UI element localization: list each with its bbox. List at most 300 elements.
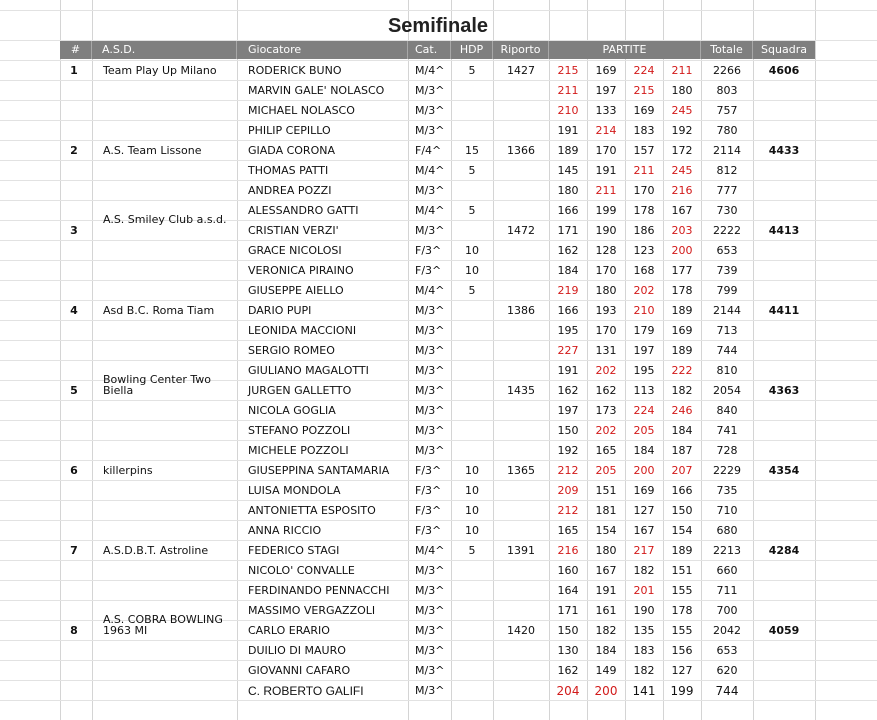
game-score-3: 195 [633, 364, 655, 377]
team-rank: 8 [70, 624, 78, 637]
player-hdp: 15 [465, 144, 479, 157]
game-score-2: 165 [595, 444, 617, 457]
game-score-4: 216 [671, 184, 693, 197]
game-score-1: 215 [557, 64, 579, 77]
game-score-3: 184 [633, 444, 655, 457]
game-score-4: 172 [671, 144, 693, 157]
game-score-3: 157 [633, 144, 655, 157]
game-score-3: 127 [633, 504, 655, 517]
player-category: M/3^ [415, 384, 445, 397]
player-total: 710 [716, 504, 738, 517]
player-name: STEFANO POZZOLI [248, 424, 351, 437]
player-total: 780 [716, 124, 738, 137]
player-total: 803 [716, 84, 738, 97]
game-score-3: 169 [633, 484, 655, 497]
player-total: 2229 [713, 464, 741, 477]
player-hdp: 5 [468, 164, 476, 177]
player-total: 2144 [713, 304, 741, 317]
player-category: M/3^ [415, 324, 445, 337]
player-name: LUISA MONDOLA [248, 484, 341, 497]
game-score-4: 245 [671, 164, 693, 177]
player-hdp [451, 441, 493, 461]
header-player: Giocatore [237, 41, 408, 59]
player-name: FEDERICO STAGI [248, 544, 340, 557]
game-score-1: 212 [557, 464, 579, 477]
player-category: M/3^ [415, 684, 445, 697]
player-name: PHILIP CEPILLO [248, 124, 331, 137]
player-category: F/3^ [415, 244, 442, 257]
table-row [60, 561, 815, 581]
player-category: F/4^ [415, 144, 442, 157]
player-category: F/3^ [415, 464, 442, 477]
game-score-4: 187 [671, 444, 693, 457]
player-category: M/3^ [415, 224, 445, 237]
table-row [60, 501, 815, 521]
player-category: M/4^ [415, 164, 445, 177]
player-name: RODERICK BUNO [248, 64, 342, 77]
game-score-3: 201 [633, 584, 655, 597]
player-category: M/3^ [415, 564, 445, 577]
game-score-1: 195 [557, 324, 579, 337]
game-score-2: 191 [595, 164, 617, 177]
riporto-value: 1366 [507, 144, 535, 157]
game-score-1: 162 [557, 384, 579, 397]
player-category: M/3^ [415, 104, 445, 117]
player-name: DARIO PUPI [248, 304, 312, 317]
game-score-4: 203 [671, 224, 693, 237]
player-hdp [451, 361, 493, 381]
game-score-2: 167 [595, 564, 617, 577]
header-cat: Cat. [408, 41, 451, 59]
game-score-3: 190 [633, 604, 655, 617]
player-hdp [451, 561, 493, 581]
team-total: 4059 [768, 624, 800, 637]
player-hdp [451, 581, 493, 601]
table-row [60, 441, 815, 461]
game-score-2: 170 [595, 144, 617, 157]
sheet-title: Semifinale [387, 15, 489, 37]
game-score-2: 133 [595, 104, 617, 117]
game-score-4: 189 [671, 304, 693, 317]
game-score-4: 222 [671, 364, 693, 377]
player-total: 2114 [713, 144, 741, 157]
player-total: 713 [716, 324, 738, 337]
table-row [60, 421, 815, 441]
player-hdp [451, 681, 493, 701]
game-score-4: 154 [671, 524, 693, 537]
player-category: M/4^ [415, 204, 445, 217]
game-score-4: 207 [671, 464, 693, 477]
game-score-2: 214 [595, 124, 617, 137]
player-name: FERDINANDO PENNACCHI [248, 584, 390, 597]
game-score-2: 199 [595, 204, 617, 217]
game-score-4: 178 [671, 284, 693, 297]
player-total: 2213 [713, 544, 741, 557]
player-category: M/3^ [415, 584, 445, 597]
team-rank: 5 [70, 384, 78, 397]
player-name: GIULIANO MAGALOTTI [248, 364, 369, 377]
game-score-3: 167 [633, 524, 655, 537]
table-header [60, 41, 815, 59]
game-score-4: 246 [671, 404, 693, 417]
player-total: 660 [716, 564, 738, 577]
game-score-2: 193 [595, 304, 617, 317]
club-name: killerpins [103, 464, 153, 477]
game-score-1: 184 [557, 264, 579, 277]
table-row [60, 161, 815, 181]
game-score-2: 190 [595, 224, 617, 237]
team-total: 4284 [768, 544, 800, 557]
player-hdp [451, 181, 493, 201]
header-riporto: Riporto [493, 41, 549, 59]
player-hdp [451, 81, 493, 101]
player-hdp: 5 [468, 284, 476, 297]
player-category: M/3^ [415, 624, 445, 637]
team-rank: 1 [70, 64, 78, 77]
game-score-3: 182 [633, 564, 655, 577]
game-score-3: 170 [633, 184, 655, 197]
player-name: GIUSEPPINA SANTAMARIA [248, 464, 390, 477]
game-score-4: 167 [671, 204, 693, 217]
table-row [60, 613, 815, 641]
player-category: M/3^ [415, 644, 445, 657]
player-hdp: 10 [465, 504, 479, 517]
player-name: DUILIO DI MAURO [248, 644, 346, 657]
player-name: NICOLA GOGLIA [248, 404, 336, 417]
game-score-4: 180 [671, 84, 693, 97]
player-hdp: 10 [465, 464, 479, 477]
header-partite: PARTITE [549, 41, 701, 59]
table-row [60, 641, 815, 661]
player-hdp [451, 661, 493, 681]
player-category: M/3^ [415, 404, 445, 417]
game-score-1: 166 [557, 204, 579, 217]
game-score-1: 165 [557, 524, 579, 537]
header-asd: A.S.D. [92, 41, 237, 59]
game-score-4: 177 [671, 264, 693, 277]
game-score-3: 217 [633, 544, 655, 557]
game-score-2: 173 [595, 404, 617, 417]
player-hdp [451, 101, 493, 121]
table-row [60, 181, 815, 201]
player-hdp: 5 [468, 64, 476, 77]
riporto-value: 1472 [507, 224, 535, 237]
table-row [60, 661, 815, 681]
player-category: F/3^ [415, 504, 442, 517]
game-score-2: 181 [595, 504, 617, 517]
game-score-4: 155 [671, 584, 693, 597]
game-score-3: 224 [633, 64, 655, 77]
game-score-3: 178 [633, 204, 655, 217]
player-hdp [451, 621, 493, 641]
player-category: M/4^ [415, 544, 445, 557]
club-name: Team Play Up Milano [103, 64, 217, 77]
player-category: F/3^ [415, 524, 442, 537]
player-category: M/3^ [415, 344, 445, 357]
team-rank: 2 [70, 144, 78, 157]
player-total: 728 [716, 444, 738, 457]
game-score-1: 189 [557, 144, 579, 157]
game-score-3: 135 [633, 624, 655, 637]
game-score-2: 205 [595, 464, 617, 477]
player-category: M/3^ [415, 604, 445, 617]
game-score-3: 224 [633, 404, 655, 417]
player-name: ALESSANDRO GATTI [248, 204, 359, 217]
team-total: 4363 [768, 384, 800, 397]
player-name: VERONICA PIRAINO [248, 264, 354, 277]
game-score-2: 180 [595, 544, 617, 557]
player-category: M/3^ [415, 424, 445, 437]
table-row [60, 121, 815, 141]
table-row [60, 241, 815, 261]
player-category: M/3^ [415, 184, 445, 197]
player-total: 735 [716, 484, 738, 497]
player-hdp [451, 381, 493, 401]
game-score-1: 162 [557, 244, 579, 257]
game-score-1: 219 [557, 284, 579, 297]
game-score-2: 154 [595, 524, 617, 537]
player-hdp [451, 301, 493, 321]
game-score-4: 184 [671, 424, 693, 437]
game-score-2: 170 [595, 264, 617, 277]
player-hdp: 10 [465, 264, 479, 277]
game-score-1: 150 [557, 624, 579, 637]
player-hdp [451, 341, 493, 361]
game-score-4: 192 [671, 124, 693, 137]
game-score-2: 151 [595, 484, 617, 497]
player-name: JURGEN GALLETTO [248, 384, 352, 397]
game-score-4: 151 [671, 564, 693, 577]
player-total: 620 [716, 664, 738, 677]
header-hdp: HDP [451, 41, 493, 59]
game-score-2: 161 [595, 604, 617, 617]
game-score-2: 202 [595, 364, 617, 377]
game-score-4: 169 [671, 324, 693, 337]
game-score-3: 183 [633, 644, 655, 657]
game-score-4: 211 [671, 64, 693, 77]
club-name: A.S. Smiley Club a.s.d. [103, 213, 227, 226]
game-score-1: 216 [557, 544, 579, 557]
header-num: # [60, 41, 92, 59]
player-category: F/3^ [415, 484, 442, 497]
game-score-4: 156 [671, 644, 693, 657]
game-score-4: 200 [671, 244, 693, 257]
game-score-1: 197 [557, 404, 579, 417]
game-score-1: 209 [557, 484, 579, 497]
player-hdp [451, 601, 493, 621]
game-score-3: 113 [633, 384, 655, 397]
team-rank: 7 [70, 544, 78, 557]
game-score-2: 180 [595, 284, 617, 297]
player-hdp [451, 221, 493, 241]
game-score-2: 169 [595, 64, 617, 77]
club-name: A.S.D.B.T. Astroline [103, 544, 209, 557]
player-name: ANDREA POZZI [248, 184, 332, 197]
riporto-value: 1365 [507, 464, 535, 477]
game-score-1: 191 [557, 124, 579, 137]
player-category: M/3^ [415, 124, 445, 137]
player-name: ANTONIETTA ESPOSITO [248, 504, 376, 517]
game-score-4: 182 [671, 384, 693, 397]
game-score-3: 215 [633, 84, 655, 97]
table-row [60, 321, 815, 341]
player-name: GIUSEPPE AIELLO [248, 284, 344, 297]
game-score-1: 180 [557, 184, 579, 197]
player-name: C. ROBERTO GALIFI [248, 684, 364, 698]
game-score-2: 128 [595, 244, 617, 257]
game-score-3: 182 [633, 664, 655, 677]
table-row [60, 81, 815, 101]
player-total: 653 [716, 644, 738, 657]
player-category: M/4^ [415, 64, 445, 77]
player-hdp [451, 421, 493, 441]
game-score-2: 170 [595, 324, 617, 337]
game-score-3: 202 [633, 284, 655, 297]
player-total: 2222 [713, 224, 741, 237]
game-score-1: 212 [557, 504, 579, 517]
player-hdp [451, 321, 493, 341]
player-hdp [451, 641, 493, 661]
player-hdp [451, 401, 493, 421]
header-totale: Totale [701, 41, 753, 59]
game-score-1: 162 [557, 664, 579, 677]
player-name: MASSIMO VERGAZZOLI [248, 604, 376, 617]
game-score-1: 164 [557, 584, 579, 597]
player-total: 757 [716, 104, 738, 117]
player-category: M/4^ [415, 284, 445, 297]
player-category: M/3^ [415, 444, 445, 457]
player-name: GIADA CORONA [248, 144, 335, 157]
player-total: 812 [716, 164, 738, 177]
table-row [60, 461, 815, 481]
table-row [60, 301, 815, 321]
game-score-1: 171 [557, 604, 579, 617]
game-score-4: 155 [671, 624, 693, 637]
game-score-1: 211 [557, 84, 579, 97]
game-score-4: 189 [671, 544, 693, 557]
player-category: M/3^ [415, 84, 445, 97]
game-score-4: 189 [671, 344, 693, 357]
player-total: 777 [716, 184, 738, 197]
player-name: MICHELE POZZOLI [248, 444, 349, 457]
table-row [60, 401, 815, 421]
table-row [60, 341, 815, 361]
game-score-2: 191 [595, 584, 617, 597]
player-total: 2266 [713, 64, 741, 77]
player-name: MARVIN GALE' NOLASCO [248, 84, 385, 97]
player-total: 739 [716, 264, 738, 277]
player-total: 2054 [713, 384, 741, 397]
player-name: CRISTIAN VERZI' [248, 224, 339, 237]
game-score-3: 200 [633, 464, 655, 477]
team-total: 4411 [768, 304, 800, 317]
game-score-1: 191 [557, 364, 579, 377]
player-total: 810 [716, 364, 738, 377]
table-row [60, 141, 815, 161]
game-score-3: 123 [633, 244, 655, 257]
team-total: 4413 [768, 224, 800, 237]
game-score-1: 130 [557, 644, 579, 657]
game-score-1: 160 [557, 564, 579, 577]
team-rank: 3 [70, 224, 78, 237]
player-total: 730 [716, 204, 738, 217]
player-hdp: 5 [468, 544, 476, 557]
player-category: M/3^ [415, 304, 445, 317]
riporto-value: 1386 [507, 304, 535, 317]
game-score-2: 200 [594, 684, 618, 698]
game-score-3: 168 [633, 264, 655, 277]
table-row [60, 281, 815, 301]
club-name: Bowling Center Two Biella [103, 373, 211, 397]
riporto-value: 1435 [507, 384, 535, 397]
player-hdp: 10 [465, 244, 479, 257]
table-row [60, 581, 815, 601]
game-score-3: 183 [633, 124, 655, 137]
club-name: Asd B.C. Roma Tiam [103, 304, 215, 317]
table-row [60, 261, 815, 281]
game-score-2: 184 [595, 644, 617, 657]
player-name: NICOLO' CONVALLE [248, 564, 355, 577]
game-score-1: 192 [557, 444, 579, 457]
team-total: 4354 [768, 464, 800, 477]
player-name: MICHAEL NOLASCO [248, 104, 355, 117]
player-hdp: 10 [465, 524, 479, 537]
player-total: 744 [715, 684, 739, 698]
game-score-1: 210 [557, 104, 579, 117]
game-score-1: 204 [556, 684, 580, 698]
table-row [60, 541, 815, 561]
player-hdp: 10 [465, 484, 479, 497]
player-name: GRACE NICOLOSI [248, 244, 342, 257]
club-name: A.S. COBRA BOWLING 1963 MI [103, 613, 223, 637]
game-score-4: 150 [671, 504, 693, 517]
player-name: CARLO ERARIO [248, 624, 330, 637]
team-total: 4606 [768, 64, 800, 77]
player-total: 711 [716, 584, 738, 597]
player-name: SERGIO ROMEO [248, 344, 335, 357]
game-score-1: 227 [557, 344, 579, 357]
game-score-3: 141 [632, 684, 656, 698]
game-score-4: 127 [671, 664, 693, 677]
game-score-2: 149 [595, 664, 617, 677]
game-score-3: 179 [633, 324, 655, 337]
riporto-value: 1427 [507, 64, 535, 77]
table-row [60, 213, 815, 241]
game-score-3: 211 [633, 164, 655, 177]
game-score-2: 162 [595, 384, 617, 397]
table-row [60, 373, 815, 401]
player-name: GIOVANNI CAFARO [248, 664, 351, 677]
player-name: ANNA RICCIO [248, 524, 322, 537]
game-score-1: 166 [557, 304, 579, 317]
game-score-4: 178 [671, 604, 693, 617]
table-row [60, 101, 815, 121]
riporto-value: 1391 [507, 544, 535, 557]
player-total: 700 [716, 604, 738, 617]
game-score-3: 197 [633, 344, 655, 357]
player-name: LEONIDA MACCIONI [248, 324, 357, 337]
player-total: 653 [716, 244, 738, 257]
player-total: 741 [716, 424, 738, 437]
table-row [60, 61, 815, 81]
player-category: F/3^ [415, 264, 442, 277]
game-score-3: 169 [633, 104, 655, 117]
player-category: M/3^ [415, 364, 445, 377]
game-score-2: 197 [595, 84, 617, 97]
team-rank: 6 [70, 464, 78, 477]
player-total: 680 [716, 524, 738, 537]
table-row [60, 481, 815, 501]
